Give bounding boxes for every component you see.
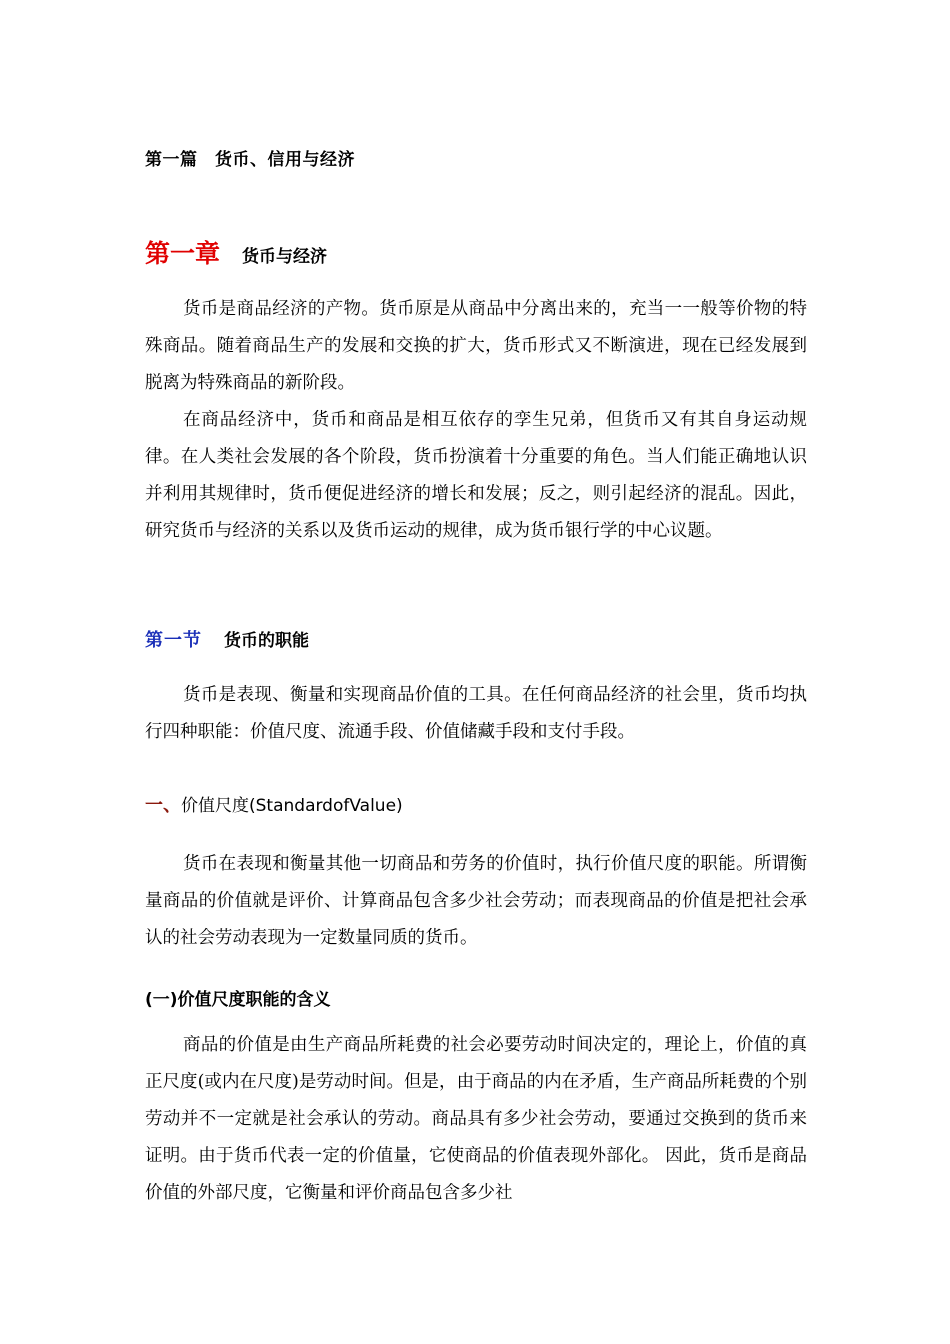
subsection-title: 价值尺度(StandardofValue) bbox=[181, 796, 403, 816]
part-title: 第一篇 货币、信用与经济 bbox=[145, 150, 355, 170]
chapter-paragraph-2: 在商品经济中，货币和商品是相互依存的孪生兄弟，但货币又有其自身运动规律。在人类社会发展的各个阶段，货币扮演着十分重要的角色。当人们能正确地认识并利用其规律时，货币便促进经济的增长和发展；反之，则引起经济的混乱。因此，研究货币与经济的关系以及货币运动的规律，成为货币银行学的中心议题。 bbox=[145, 410, 807, 541]
subsection-number: 一、 bbox=[145, 795, 181, 816]
chapter-heading bbox=[145, 234, 327, 270]
subsubsection-paragraph: 商品的价值是由生产商品所耗费的社会必要劳动时间决定的，理论上，价值的真正尺度(或内在尺度)是劳动时间。但是，由于商品的内在矛盾，生产商品所耗费的个别劳动并不一定就是社会承认的劳动。商品具有多少社会劳动，要通过交换到的货币来证明。由于货币代表一定的价值量，它使商品的价值表现外部化。 因此，货币是商品价值的外部尺度，它衡量和评价商品包含多少社 bbox=[145, 1035, 807, 1203]
section-number: 第一节 bbox=[145, 630, 202, 651]
section-paragraph: 货币是表现、衡量和实现商品价值的工具。在任何商品经济的社会里，货币均执行四种职能：价值尺度、流通手段、价值储藏手段和支付手段。 bbox=[145, 685, 807, 742]
subsection-paragraph: 货币在表现和衡量其他一切商品和劳务的价值时，执行价值尺度的职能。所谓衡量商品的价值就是评价、计算商品包含多少社会劳动；而表现商品的价值是把社会承认的社会劳动表现为一定数量同质的货币。 bbox=[145, 854, 807, 948]
chapter-title: 货币与经济 bbox=[242, 247, 328, 267]
subsubsection-title: (一)价值尺度职能的含义 bbox=[145, 990, 331, 1010]
section-heading bbox=[145, 626, 309, 652]
subsection-heading bbox=[145, 791, 403, 817]
chapter-number: 第一章 bbox=[145, 239, 221, 268]
chapter-paragraph-1: 货币是商品经济的产物。货币原是从商品中分离出来的，充当一一般等价物的特殊商品。随着商品生产的发展和交换的扩大，货币形式又不断演进，现在已经发展到脱离为特殊商品的新阶段。 bbox=[145, 299, 807, 393]
section-title: 货币的职能 bbox=[224, 631, 309, 651]
